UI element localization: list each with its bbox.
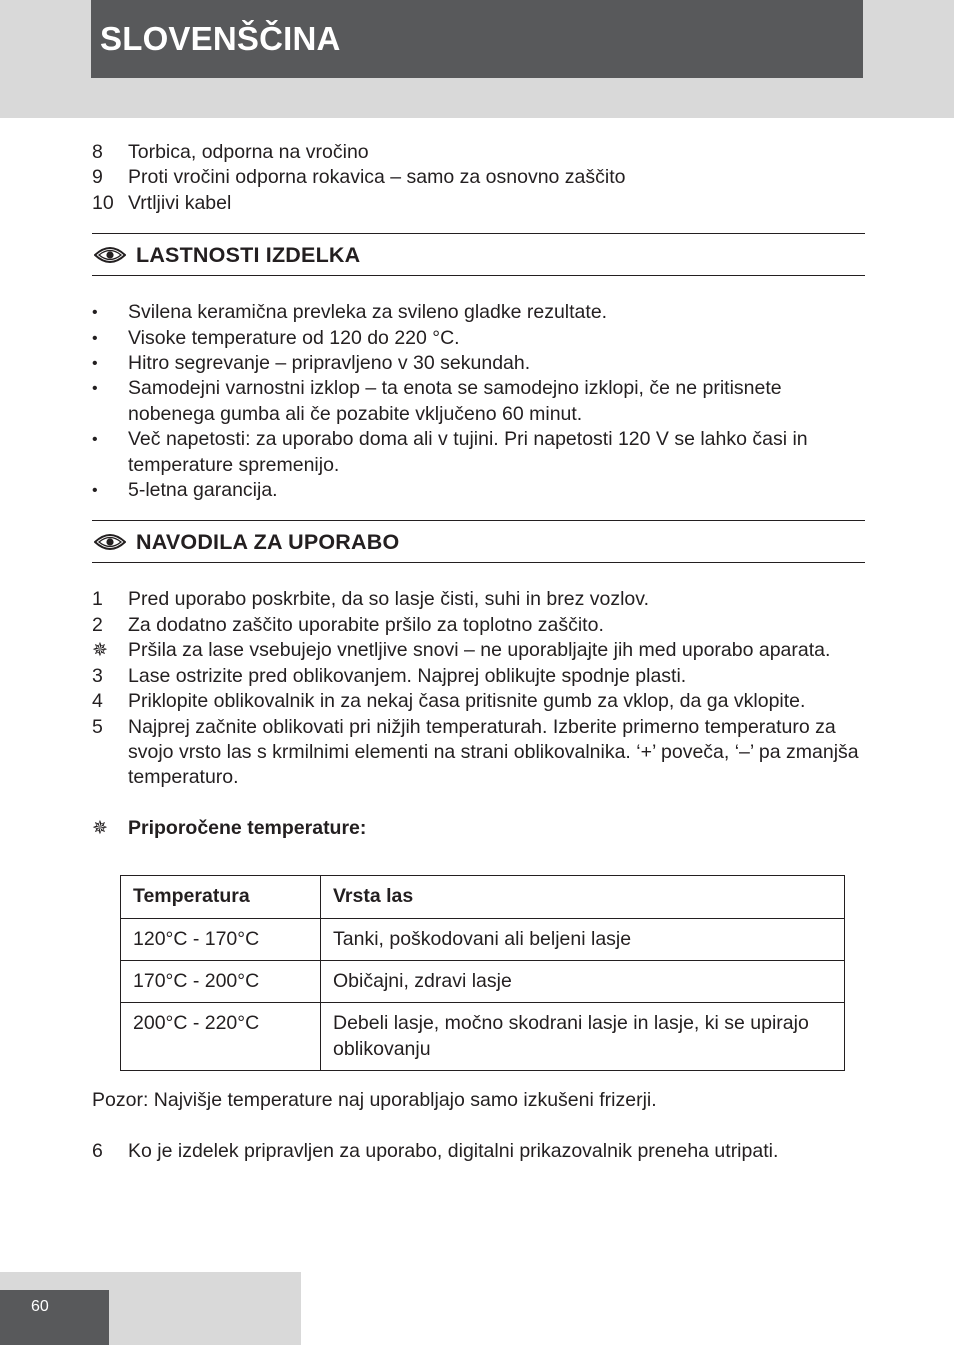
table-cell: 170°C - 200°C — [121, 960, 321, 1002]
list-item — [92, 140, 865, 165]
caution-note: Pozor: Najvišje temperature naj uporabljajo samo izkušeni frizerji. — [92, 1089, 657, 1112]
instructions-list — [92, 587, 865, 790]
step-number: 3 — [92, 664, 103, 687]
table-cell: Debeli lasje, močno skodrani lasje in lasje, ki se upirajo oblikovanju — [321, 1003, 845, 1071]
list-item: • Samodejni varnostni izklop – ta enota se samodejno izklopi, če ne pritisnete nobenega gumba ali če pozabite vključeno 60 minut. — [92, 376, 865, 427]
step-text: Pršila za lase vsebujejo vnetljive snovi – ne uporabljajte jih med uporabo aparata. — [128, 639, 831, 662]
section-heading-text: LASTNOSTI IZDELKA — [136, 242, 361, 267]
recommended-list — [92, 816, 865, 841]
step-text: Ko je izdelek pripravljen za uporabo, digitalni prikazovalnik preneha utripati. — [128, 1139, 779, 1162]
list-item — [92, 664, 865, 689]
table-row — [121, 918, 845, 960]
item-number: 8 — [92, 141, 103, 163]
step-number: 5 — [92, 715, 103, 738]
star-icon: ✵ — [92, 817, 108, 839]
item-number: 10 — [92, 191, 114, 214]
recommended-label: Priporočene temperature: — [128, 816, 367, 839]
section-heading-text: NAVODILA ZA UPORABO — [136, 529, 400, 554]
step-text: Pred uporabo poskrbite, da so lasje čisti, suhi in brez vozlov. — [128, 588, 649, 611]
parts-list — [92, 140, 865, 216]
section-heading-features — [92, 233, 865, 276]
list-item — [92, 191, 865, 216]
table-row — [121, 1003, 845, 1071]
table-header-row — [121, 876, 845, 918]
step-text: Za dodatno zaščito uporabite pršilo za toplotno zaščito. — [128, 613, 604, 636]
temperature-table — [120, 875, 845, 1071]
item-text: Proti vročini odporna rokavica – samo za osnovno zaščito — [128, 166, 626, 189]
list-item: • Več napetosti: za uporabo doma ali v tujini. Pri napetosti 120 V se lahko časi in temperature spremenijo. — [92, 427, 865, 478]
list-item: • Hitro segrevanje – pripravljeno v 30 sekundah. — [92, 351, 865, 376]
list-item — [92, 689, 865, 714]
step-number: 4 — [92, 690, 103, 713]
list-item — [92, 613, 865, 638]
table-row — [121, 960, 845, 1002]
list-item — [92, 1139, 865, 1164]
list-item — [92, 715, 865, 791]
eye-icon — [94, 533, 126, 551]
list-item — [92, 638, 865, 663]
step-number: 6 — [92, 1139, 103, 1162]
column-header: Temperatura — [121, 876, 321, 918]
section-heading-instructions — [92, 520, 865, 563]
step-text: Najprej začnite oblikovati pri nižjih temperaturah. Izberite primerno temperaturo za svojo vrsto las s krmilnimi elementi na strani oblikovalnika. ‘+’ poveča, ‘–’ pa zmanjša temperaturo. — [128, 715, 859, 789]
list-item — [92, 165, 865, 190]
table-cell: Tanki, poškodovani ali beljeni lasje — [321, 918, 845, 960]
page-content — [92, 140, 865, 1164]
instructions-list-continued — [92, 1139, 865, 1164]
table-cell: 120°C - 170°C — [121, 918, 321, 960]
list-item: • 5-letna garancija. — [92, 478, 865, 503]
list-item: • Svilena keramična prevleka za svileno gladke rezultate. — [92, 300, 865, 325]
item-text: Torbica, odporna na vročino — [128, 141, 369, 163]
features-list — [92, 300, 865, 503]
step-text: Priklopite oblikovalnik in za nekaj časa pritisnite gumb za vklop, da ga vklopite. — [128, 690, 806, 713]
column-header: Vrsta las — [321, 876, 845, 918]
table-cell: 200°C - 220°C — [121, 1003, 321, 1071]
item-number: 9 — [92, 166, 103, 189]
step-number: 1 — [92, 588, 103, 611]
list-item: • Visoke temperature od 120 do 220 °C. — [92, 326, 865, 351]
page-title: SLOVENŠČINA — [91, 0, 863, 78]
warning-star-icon: ✵ — [92, 640, 108, 662]
eye-icon — [94, 246, 126, 264]
list-item — [92, 587, 865, 612]
item-text: Vrtljivi kabel — [128, 191, 232, 214]
table-cell: Običajni, zdravi lasje — [321, 960, 845, 1002]
page-number: 60 — [0, 1290, 109, 1345]
step-text: Lase ostrizite pred oblikovanjem. Najprej oblikujte spodnje plasti. — [128, 664, 687, 687]
list-item — [92, 816, 865, 841]
step-number: 2 — [92, 613, 103, 636]
